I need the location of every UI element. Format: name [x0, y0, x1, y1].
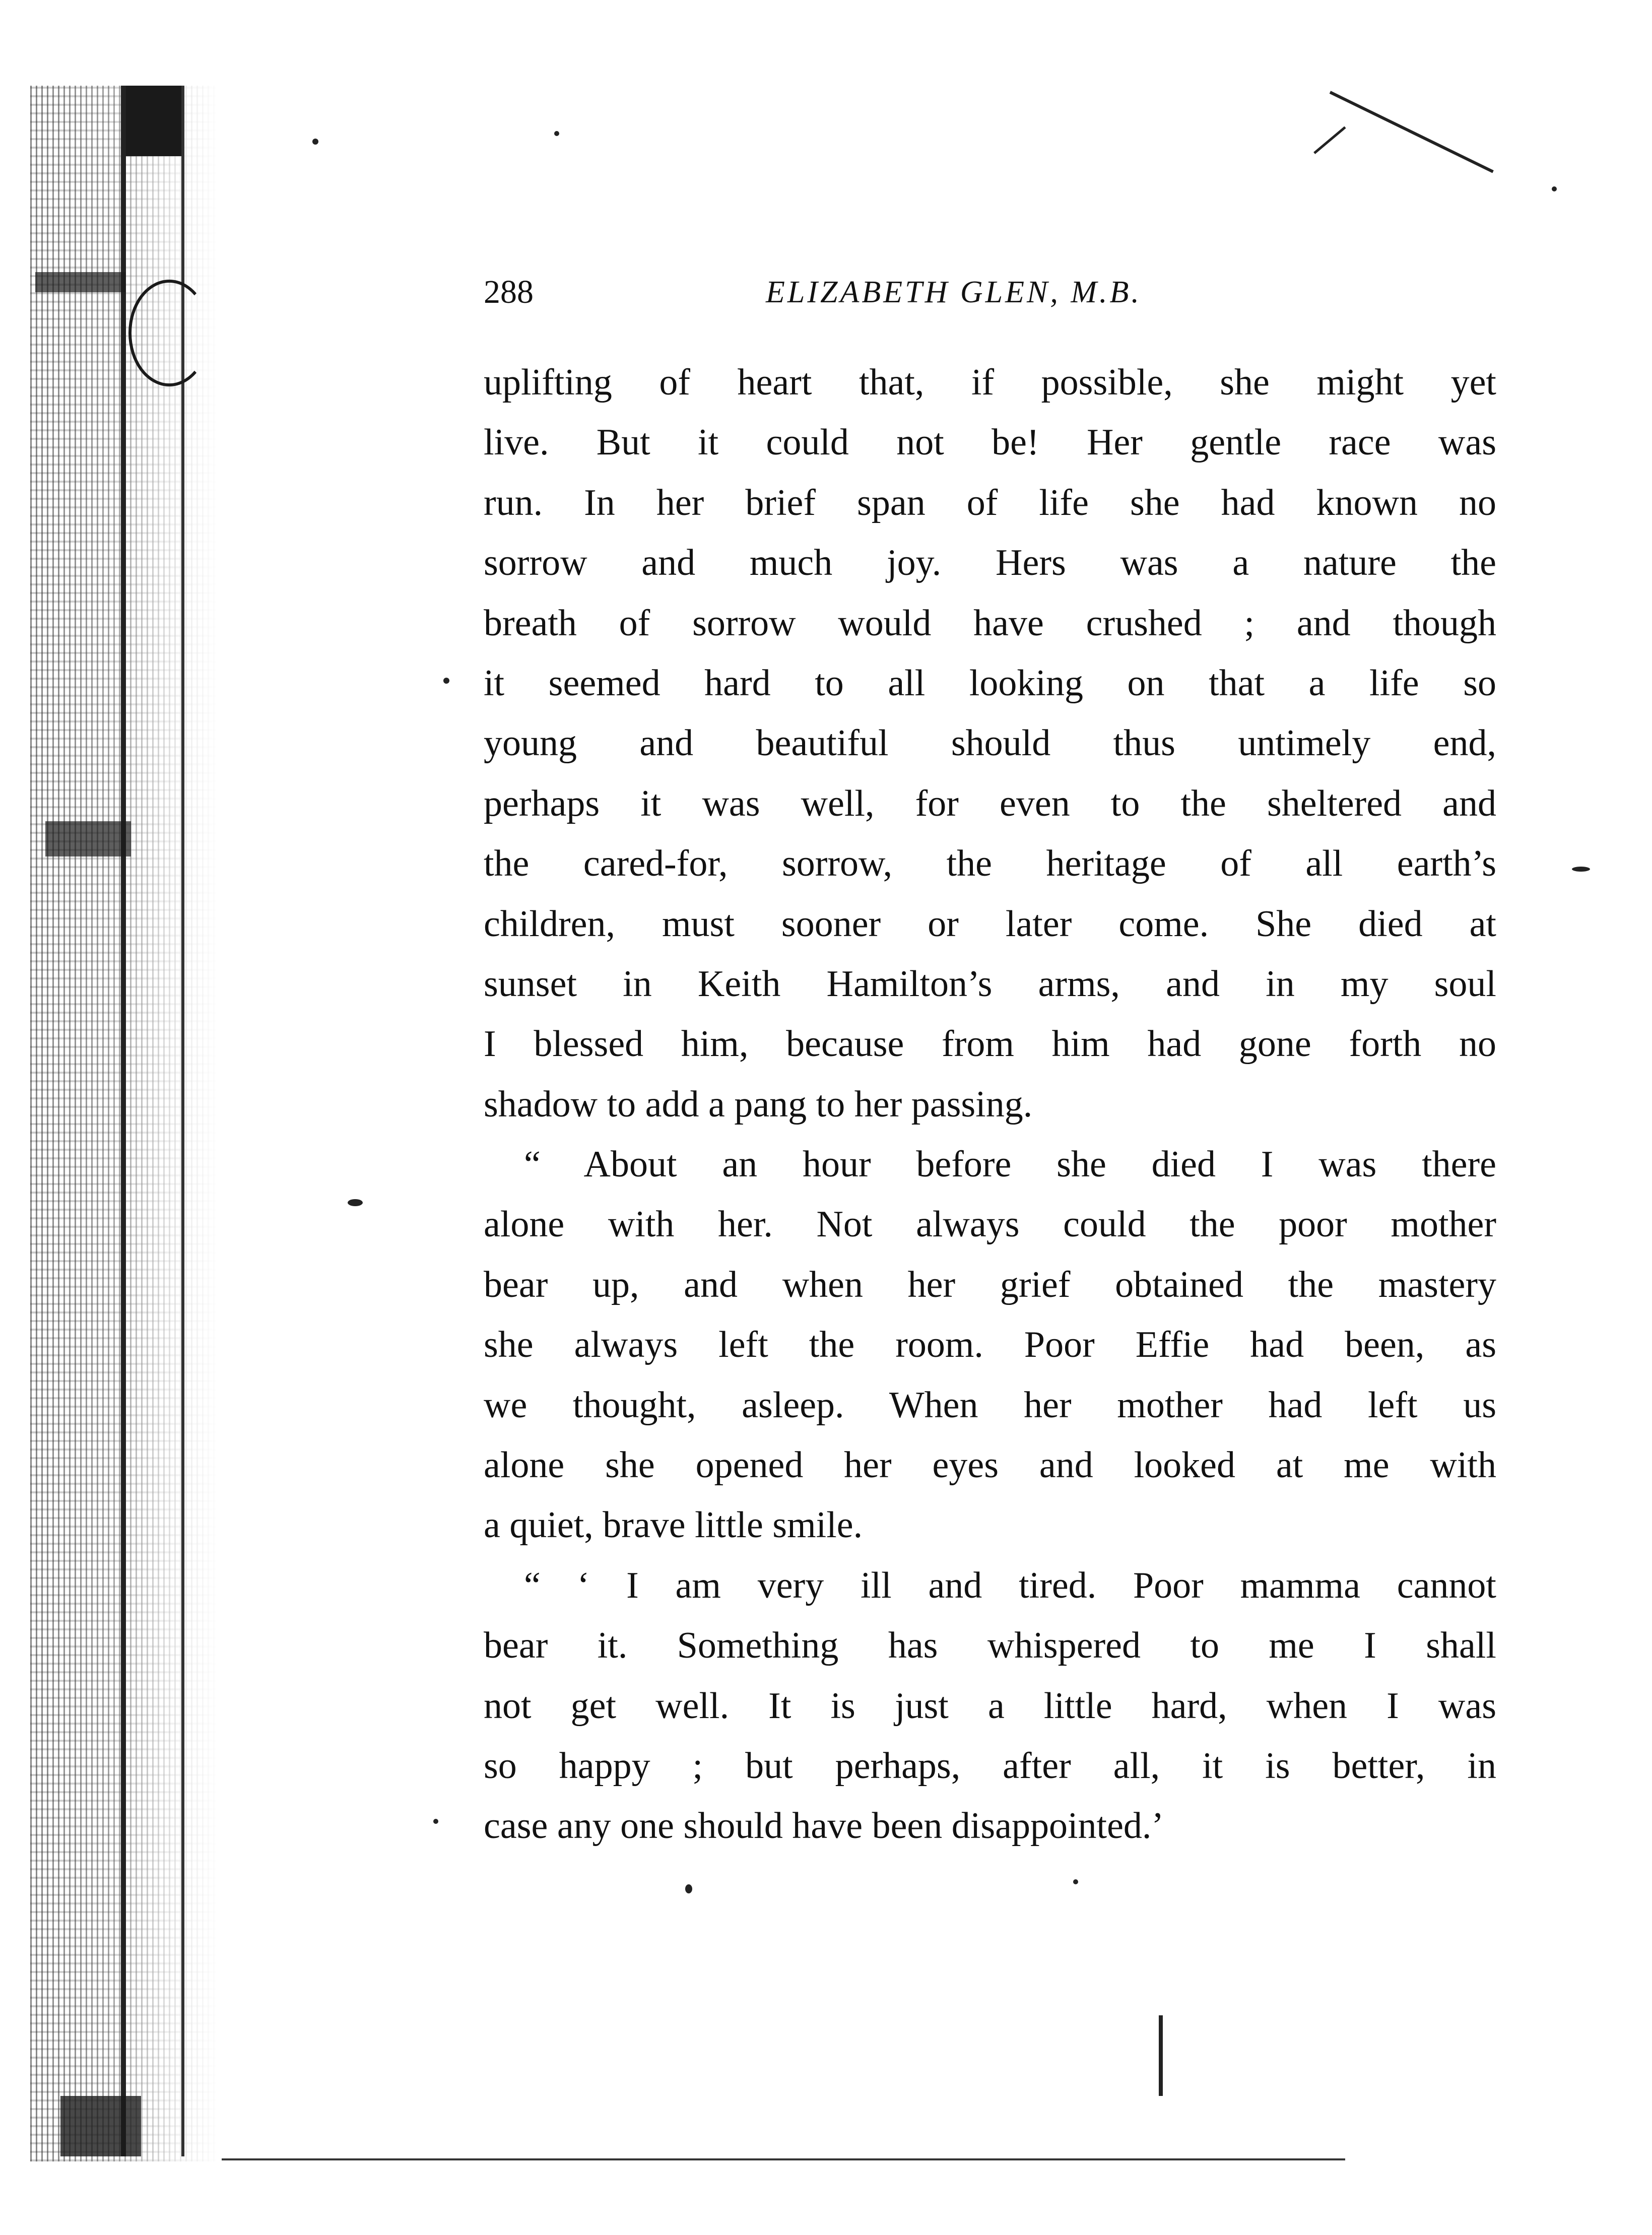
text-line: the cared-for, sorrow, the heritage of all earth’s: [484, 843, 1496, 885]
text-line: sunset in Keith Hamilton’s arms, and in my soul: [484, 963, 1496, 1005]
pencil-mark: [1159, 2015, 1163, 2096]
ink-speck: [443, 678, 449, 684]
text-line: alone with her. Not always could the poor mother: [484, 1204, 1496, 1245]
scan-artifact: [35, 272, 126, 292]
text-line: live. But it could not be! Her gentle race was: [484, 422, 1496, 464]
text-line: alone she opened her eyes and looked at me with: [484, 1444, 1496, 1486]
scan-artifact: [60, 2096, 141, 2156]
page-header: [484, 270, 1501, 315]
scan-artifact: [45, 821, 131, 857]
body-text: [484, 353, 1496, 1857]
text-line: run. In her brief span of life she had known no: [484, 482, 1496, 523]
text-line: I blessed him, because from him had gone forth no: [484, 1023, 1496, 1065]
text-line: shadow to add a pang to her passing.: [484, 1083, 1033, 1125]
ink-speck: [312, 139, 318, 145]
ink-speck: [348, 1199, 363, 1206]
ink-speck: [685, 1884, 692, 1893]
corner-fold-mark: [1313, 126, 1346, 154]
ink-speck: [554, 131, 559, 136]
page-bottom-edge: [222, 2158, 1345, 2160]
binding-edge: [121, 86, 184, 2156]
text-line: perhaps it was well, for even to the sheltered and: [484, 782, 1496, 824]
corner-fold-mark: [1330, 91, 1494, 173]
text-line: bear up, and when her grief obtained the mastery: [484, 1264, 1496, 1305]
text-line: sorrow and much joy. Hers was a nature the: [484, 542, 1496, 584]
text-line: “ About an hour before she died I was there: [524, 1144, 1496, 1186]
page-number: 288: [484, 274, 534, 310]
text-line: a quiet, brave little smile.: [484, 1504, 863, 1546]
pencil-circle-mark: [128, 280, 210, 386]
text-line: so happy ; but perhaps, after all, it is better, in: [484, 1745, 1496, 1787]
ink-speck: [433, 1819, 438, 1824]
ink-speck: [1552, 186, 1557, 191]
text-line: bear it. Something has whispered to me I shall: [484, 1625, 1496, 1667]
text-line: not get well. It is just a little hard, when I was: [484, 1685, 1496, 1727]
text-line: young and beautiful should thus untimely end,: [484, 722, 1496, 764]
text-line: children, must sooner or later come. She died at: [484, 903, 1496, 945]
text-line: case any one should have been disappointed.’: [484, 1805, 1164, 1847]
running-head: ELIZABETH GLEN, M.B.: [766, 275, 1142, 309]
ink-speck: [1572, 867, 1590, 872]
text-line: uplifting of heart that, if possible, she might yet: [484, 362, 1496, 403]
scan-artifact: [126, 86, 181, 156]
text-line: it seemed hard to all looking on that a life so: [484, 662, 1496, 704]
text-line: breath of sorrow would have crushed ; and though: [484, 602, 1496, 644]
text-line: we thought, asleep. When her mother had left us: [484, 1384, 1496, 1426]
ink-speck: [1073, 1879, 1078, 1884]
text-line: she always left the room. Poor Effie had been, as: [484, 1324, 1496, 1366]
text-line: “ ‘ I am very ill and tired. Poor mamma cannot: [524, 1564, 1496, 1606]
